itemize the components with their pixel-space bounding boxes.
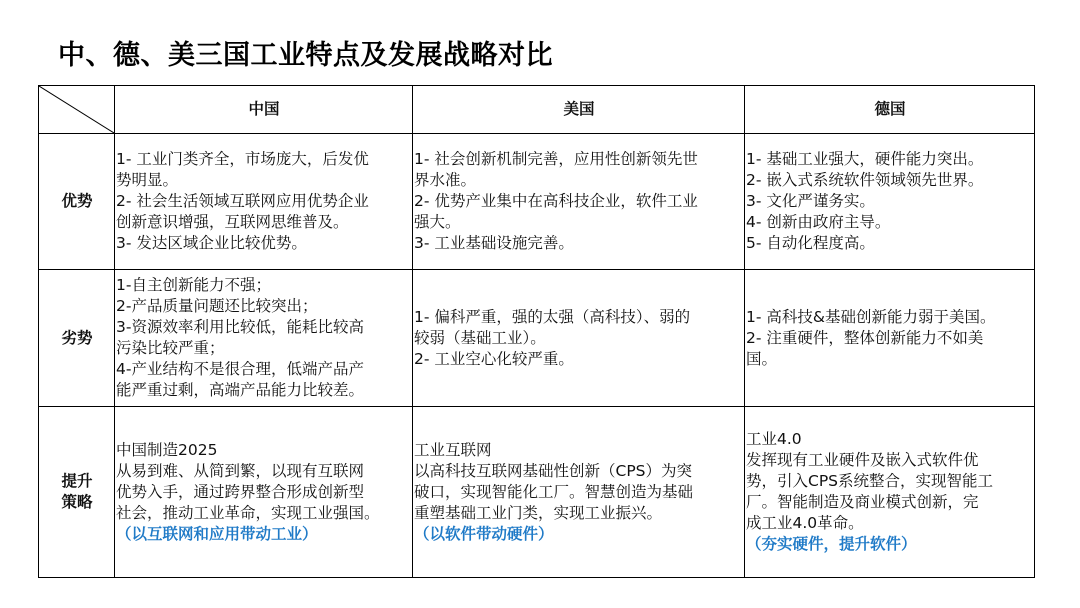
cell-line: 以高科技互联网基础性创新（CPS）为突 [414,461,693,480]
cell-line: 社会，推动工业革命，实现工业强国。 [116,503,380,522]
cell-china-advantages [115,134,413,270]
cell-line: 2- 优势产业集中在高科技企业，软件工业 [414,192,698,210]
cell-germany-disadvantages [745,270,1035,407]
row-label-text: 策略 [61,493,93,511]
row-label-disadvantages [39,270,115,407]
table-row-strategy [39,407,1035,578]
cell-line: 国。 [746,349,778,368]
cell-line: 成工业4.0革命。 [746,514,864,532]
cell-line: 3- 工业基础设施完善。 [414,234,574,252]
cell-line: 从易到难、从简到繁，以现有互联网 [116,461,365,480]
cell-china-strategy [115,407,413,578]
header-row [39,86,1035,134]
cell-line: 3-资源效率利用比较低，能耗比较高 [116,318,364,336]
cell-line: 工业4.0 [746,430,802,448]
cell-line: 强大。 [414,213,461,231]
cell-line: 2- 嵌入式系统软件领域领先世界。 [746,171,984,189]
cell-line: 优势入手，通过跨界整合形成创新型 [116,482,365,501]
row-label-text: 优势 [61,192,93,210]
row-label-text: 提升 [61,472,93,490]
row-label-advantages [39,134,115,270]
cell-line: 2- 工业空心化较严重。 [414,349,574,368]
row-label-text: 劣势 [61,328,93,347]
cell-china-disadvantages [115,270,413,407]
cell-line: 破口，实现智能化工厂。智慧创造为基础 [414,482,694,501]
table-row-disadvantages [39,270,1035,407]
comparison-table [38,85,1035,578]
cell-line: 界水准。 [414,171,477,189]
cell-line: 1- 社会创新机制完善，应用性创新领先世 [414,150,698,168]
corner-cell [39,86,115,134]
cell-line: 5- 自动化程度高。 [746,234,875,252]
cell-line: 1- 高科技&基础创新能力弱于美国。 [746,307,996,326]
strategy-slogan-usa: （以软件带动硬件） [414,524,554,543]
column-header-usa: 美国 [413,86,745,134]
cell-line: 4- 创新由政府主导。 [746,213,891,231]
cell-line: 创新意识增强，互联网思维普及。 [116,213,349,231]
cell-line: 1- 基础工业强大，硬件能力突出。 [746,150,984,168]
cell-line: 1- 工业门类齐全，市场庞大，后发优 [116,150,369,168]
cell-line: 2-产品质量问题还比较突出； [116,297,318,315]
cell-line: 工业互联网 [414,440,492,459]
cell-line: 中国制造2025 [116,440,218,459]
column-header-germany: 德国 [745,86,1035,134]
cell-line: 2- 社会生活领域互联网应用优势企业 [116,192,369,210]
cell-line: 污染比较严重； [116,339,225,357]
row-label-strategy [39,407,115,578]
cell-line: 4-产业结构不是很合理，低端产品产 [116,360,364,378]
cell-line: 发挥现有工业硬件及嵌入式软件优 [746,451,979,469]
column-header-china: 中国 [115,86,413,134]
strategy-slogan-china: （以互联网和应用带动工业） [116,524,318,543]
cell-line: 能严重过剩，高端产品能力比较差。 [116,381,365,399]
cell-line: 势明显。 [116,171,179,189]
cell-line: 3- 发达区域企业比较优势。 [116,234,307,252]
cell-line: 2- 注重硬件，整体创新能力不如美 [746,328,984,347]
cell-line: 较弱（基础工业）。 [414,328,546,347]
table-row-advantages [39,134,1035,270]
strategy-slogan-germany: （夯实硬件，提升软件） [746,535,917,553]
cell-usa-advantages [413,134,745,270]
cell-usa-disadvantages [413,270,745,407]
page-title: 中、德、美三国工业特点及发展战略对比 [58,40,553,71]
cell-usa-strategy [413,407,745,578]
cell-line: 1-自主创新能力不强； [116,276,271,294]
cell-line: 势，引入CPS系统整合，实现智能工 [746,472,994,490]
cell-germany-advantages [745,134,1035,270]
cell-line: 3- 文化严谨务实。 [746,192,875,210]
cell-germany-strategy [745,407,1035,578]
cell-line: 重塑基础工业门类，实现工业振兴。 [414,503,663,522]
diagonal-divider-icon [39,86,114,133]
cell-line: 1- 偏科严重，强的太强（高科技）、弱的 [414,307,691,326]
cell-line: 厂。智能制造及商业模式创新，完 [746,493,979,511]
